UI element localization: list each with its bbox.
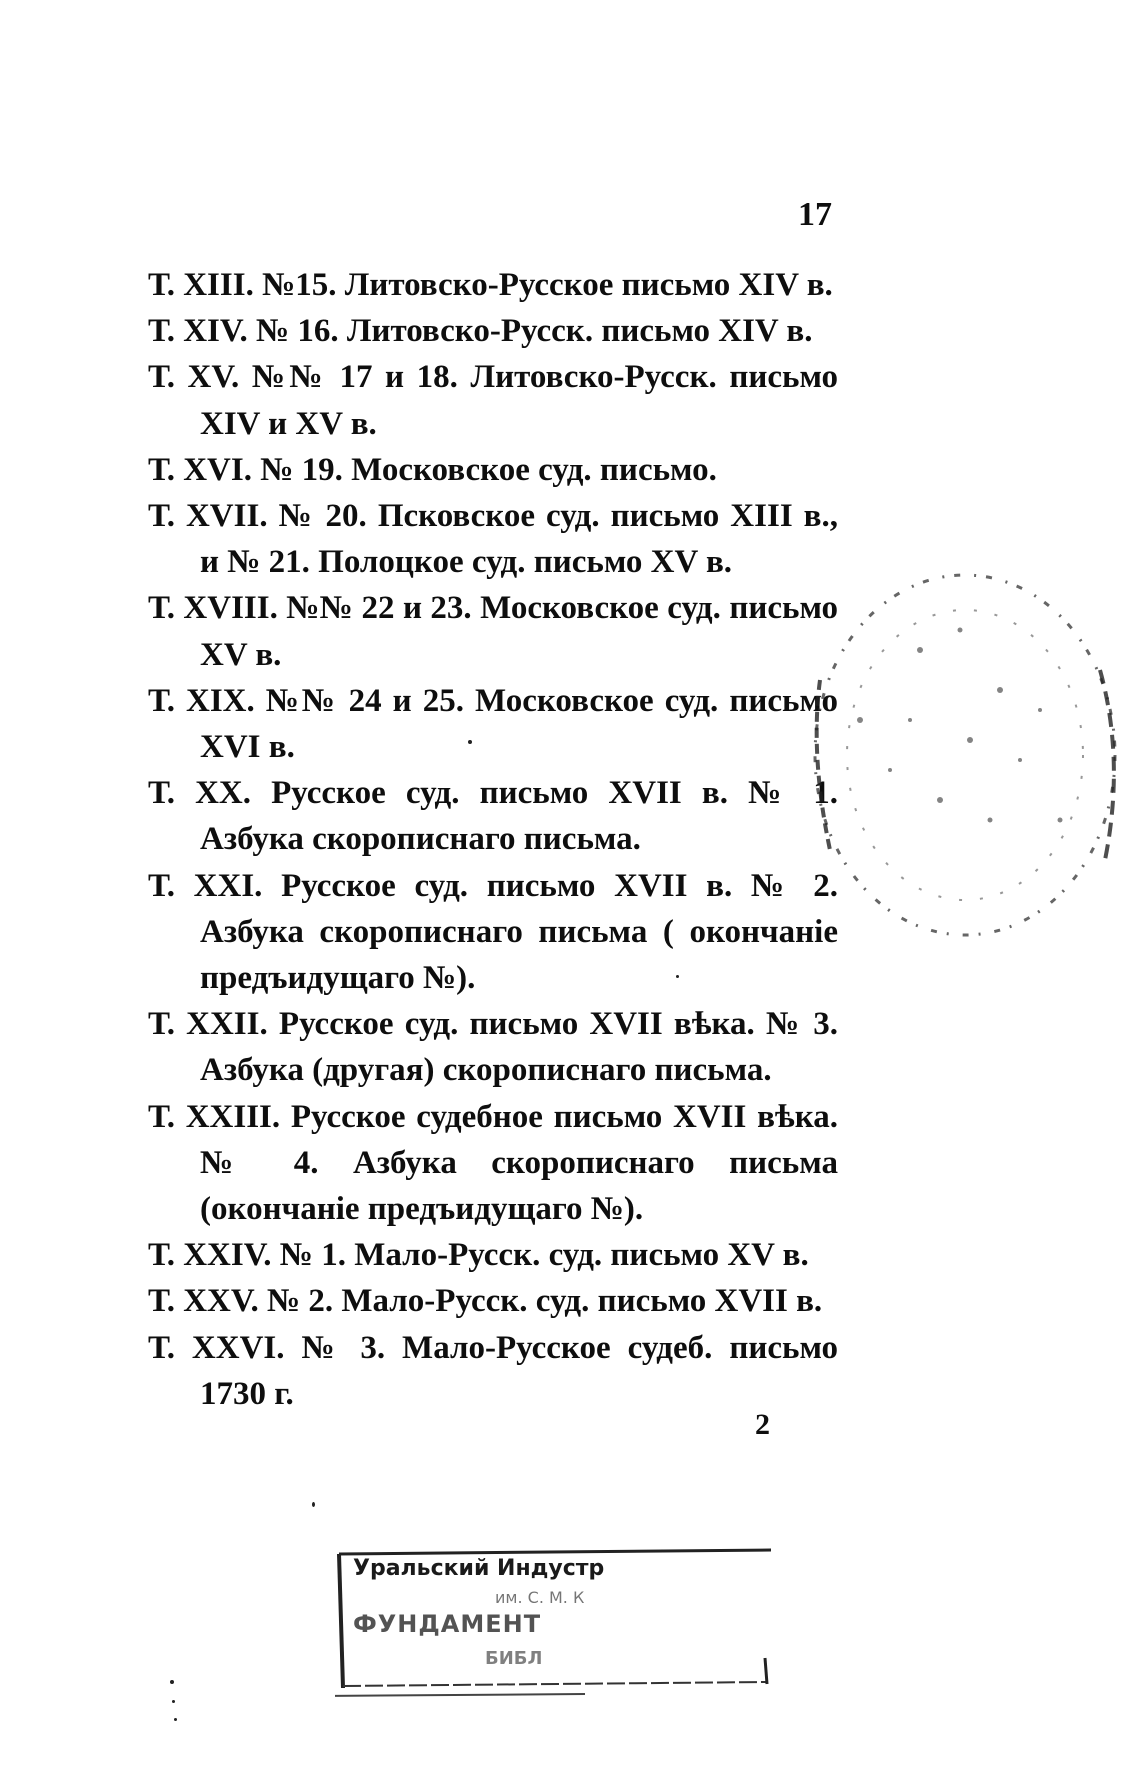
plate-entry-23: Т. XXIII. Русское судебное письмо XVII вѣка. № 4. Азбука скорописнаго письма (окончаніе предъидущаго №). <box>148 1098 838 1228</box>
plate-entry-14: Т. XIV. № 16. Литовско-Русск. письмо XIV в. <box>148 313 813 350</box>
print-speck <box>676 975 679 978</box>
print-speck <box>174 1718 177 1721</box>
signature-mark: 2 <box>755 1408 770 1441</box>
library-stamp <box>335 1548 775 1698</box>
plate-entry-17: Т. XVII. № 20. Псковское суд. письмо XIII в., и № 21. Полоцкое суд. письмо XV в. <box>148 498 838 581</box>
plate-entry-20: Т. XX. Русское суд. письмо XVII в. № 1. Азбука скорописнаго письма. <box>148 775 838 858</box>
library-stamp-line-4: БИБЛ <box>485 1648 543 1669</box>
plate-entry-19: Т. XIX. №№ 24 и 25. Московское суд. письмо XVI в. <box>148 682 838 766</box>
library-stamp-line-2: им. С. М. К <box>495 1588 585 1607</box>
plate-entry-21: Т. XXI. Русское суд. письмо XVII в. № 2. Азбука скорописнаго письма ( окончаніе предъидущаго №). <box>148 867 838 997</box>
plate-entry-18: Т. XVIII. №№ 22 и 23. Московское суд. письмо XV в. <box>148 590 838 673</box>
plate-entry-15: Т. XV. №№ 17 и 18. Литовско-Русск. письмо XIV и XV в. <box>148 359 838 442</box>
plate-entry-24: Т. XXIV. № 1. Мало-Русск. суд. письмо XV в. <box>148 1237 809 1274</box>
print-speck <box>312 1502 315 1507</box>
plate-entry-13: Т. XIII. №15. Литовско-Русское письмо XIV в. <box>148 267 833 303</box>
plate-entry-16: Т. XVI. № 19. Московское суд. письмо. <box>148 451 717 488</box>
oval-stamp <box>800 560 1130 950</box>
library-stamp-line-1: Уральский Индустр <box>353 1556 605 1581</box>
print-speck <box>172 1700 175 1703</box>
print-speck <box>468 740 472 744</box>
page-number: 17 <box>798 196 832 233</box>
plate-entry-26: Т. XXVI. № 3. Мало-Русское судеб. письмо 1730 г. <box>148 1329 838 1412</box>
library-stamp-line-3: ФУНДАМЕНТ <box>353 1610 542 1638</box>
plate-entry-25: Т. XXV. № 2. Мало-Русск. суд. письмо XVII в. <box>148 1283 823 1320</box>
print-speck <box>170 1680 174 1684</box>
plate-list <box>148 262 838 1417</box>
plate-entry-22: Т. XXII. Русское суд. письмо XVII вѣка. № 3. Азбука (другая) скорописнаго письма. <box>148 1006 838 1089</box>
